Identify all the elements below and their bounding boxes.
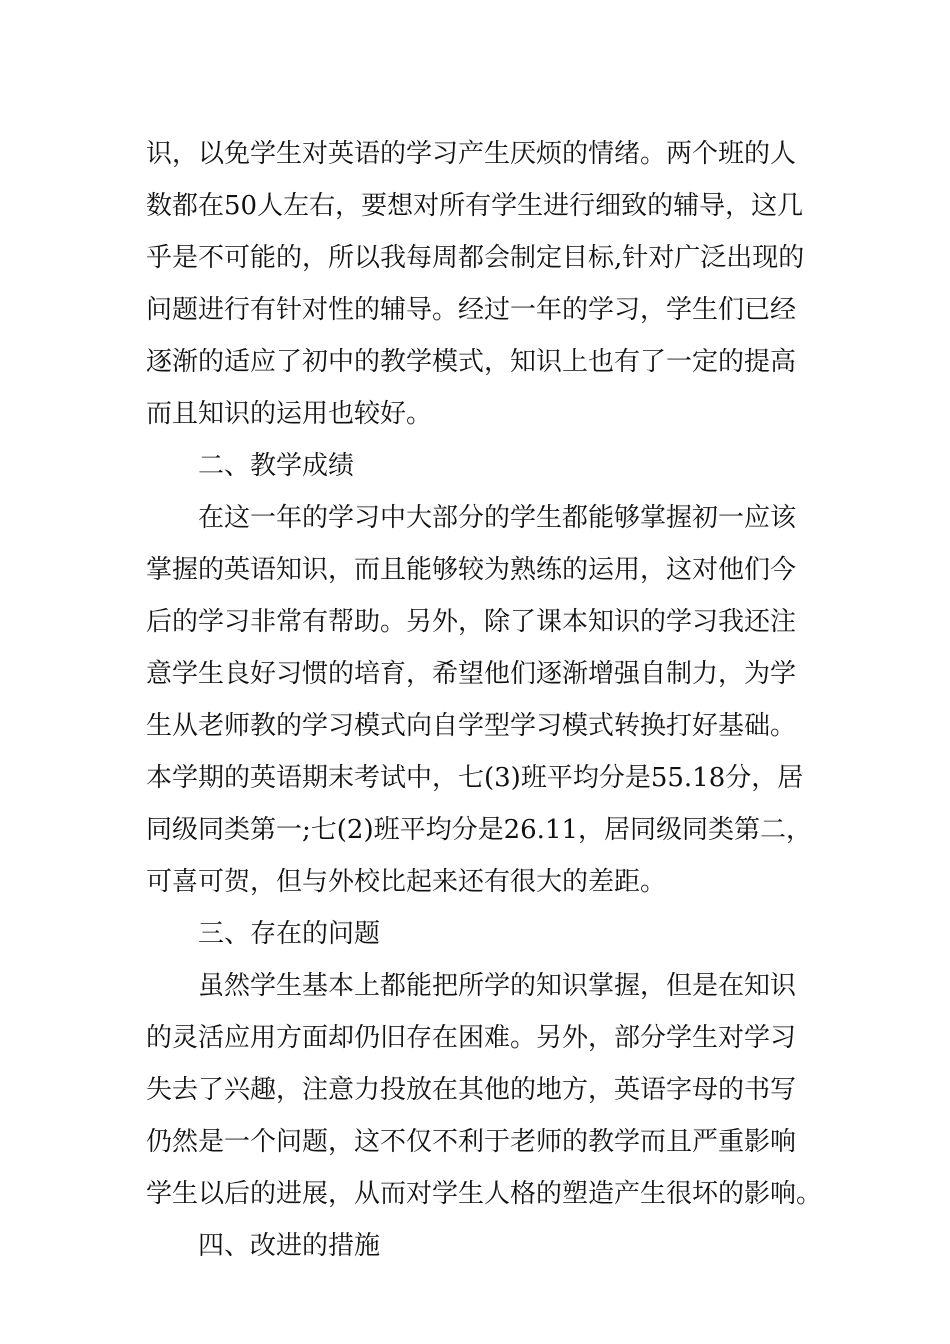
paragraph-line: 本学期的英语期末考试中，七(3)班平均分是55.18分，居 [146,763,804,793]
paragraph-line: 在这一年的学习中大部分的学生都能够掌握初一应该 [198,503,797,533]
body-text [146,128,823,1272]
paragraph-line: 逐渐的适应了初中的教学模式，知识上也有了一定的提高 [146,347,797,377]
paragraph-line: 乎是不可能的，所以我每周都会制定目标,针对广泛出现的 [146,243,805,273]
paragraph-line: 掌握的英语知识，而且能够较为熟练的运用，这对他们今 [146,555,797,585]
paragraph-line: 失去了兴趣，注意力投放在其他的地方，英语字母的书写 [146,1075,797,1105]
paragraph-line: 的灵活应用方面却仍旧存在困难。另外，部分学生对学习 [146,1023,797,1053]
paragraph-line: 学生以后的进展，从而对学生人格的塑造产生很坏的影响。 [146,1179,823,1209]
paragraph-line: 生从老师教的学习模式向自学型学习模式转换打好基础。 [146,711,797,741]
paragraph-line: 而且知识的运用也较好。 [146,399,433,429]
paragraph-line: 识，以免学生对英语的学习产生厌烦的情绪。两个班的人 [146,139,797,169]
paragraph-line: 虽然学生基本上都能把所学的知识掌握，但是在知识 [198,971,797,1001]
paragraph-line: 同级同类第一;七(2)班平均分是26.11，居同级同类第二， [146,815,813,845]
section-heading: 三、存在的问题 [198,919,381,949]
section-heading: 二、教学成绩 [198,451,355,481]
paragraph-line: 问题进行有针对性的辅导。经过一年的学习，学生们已经 [146,295,797,325]
paragraph-line: 数都在50人左右，要想对所有学生进行细致的辅导，这几 [146,191,804,221]
paragraph-line: 后的学习非常有帮助。另外，除了课本知识的学习我还注 [146,607,797,637]
paragraph-line: 意学生良好习惯的培育，希望他们逐渐增强自制力，为学 [146,659,797,689]
paragraph-line: 仍然是一个问题，这不仅不利于老师的教学而且严重影响 [146,1127,797,1157]
section-heading: 四、改进的措施 [198,1231,381,1261]
paragraph-line: 可喜可贺，但与外校比起来还有很大的差距。 [146,867,667,897]
